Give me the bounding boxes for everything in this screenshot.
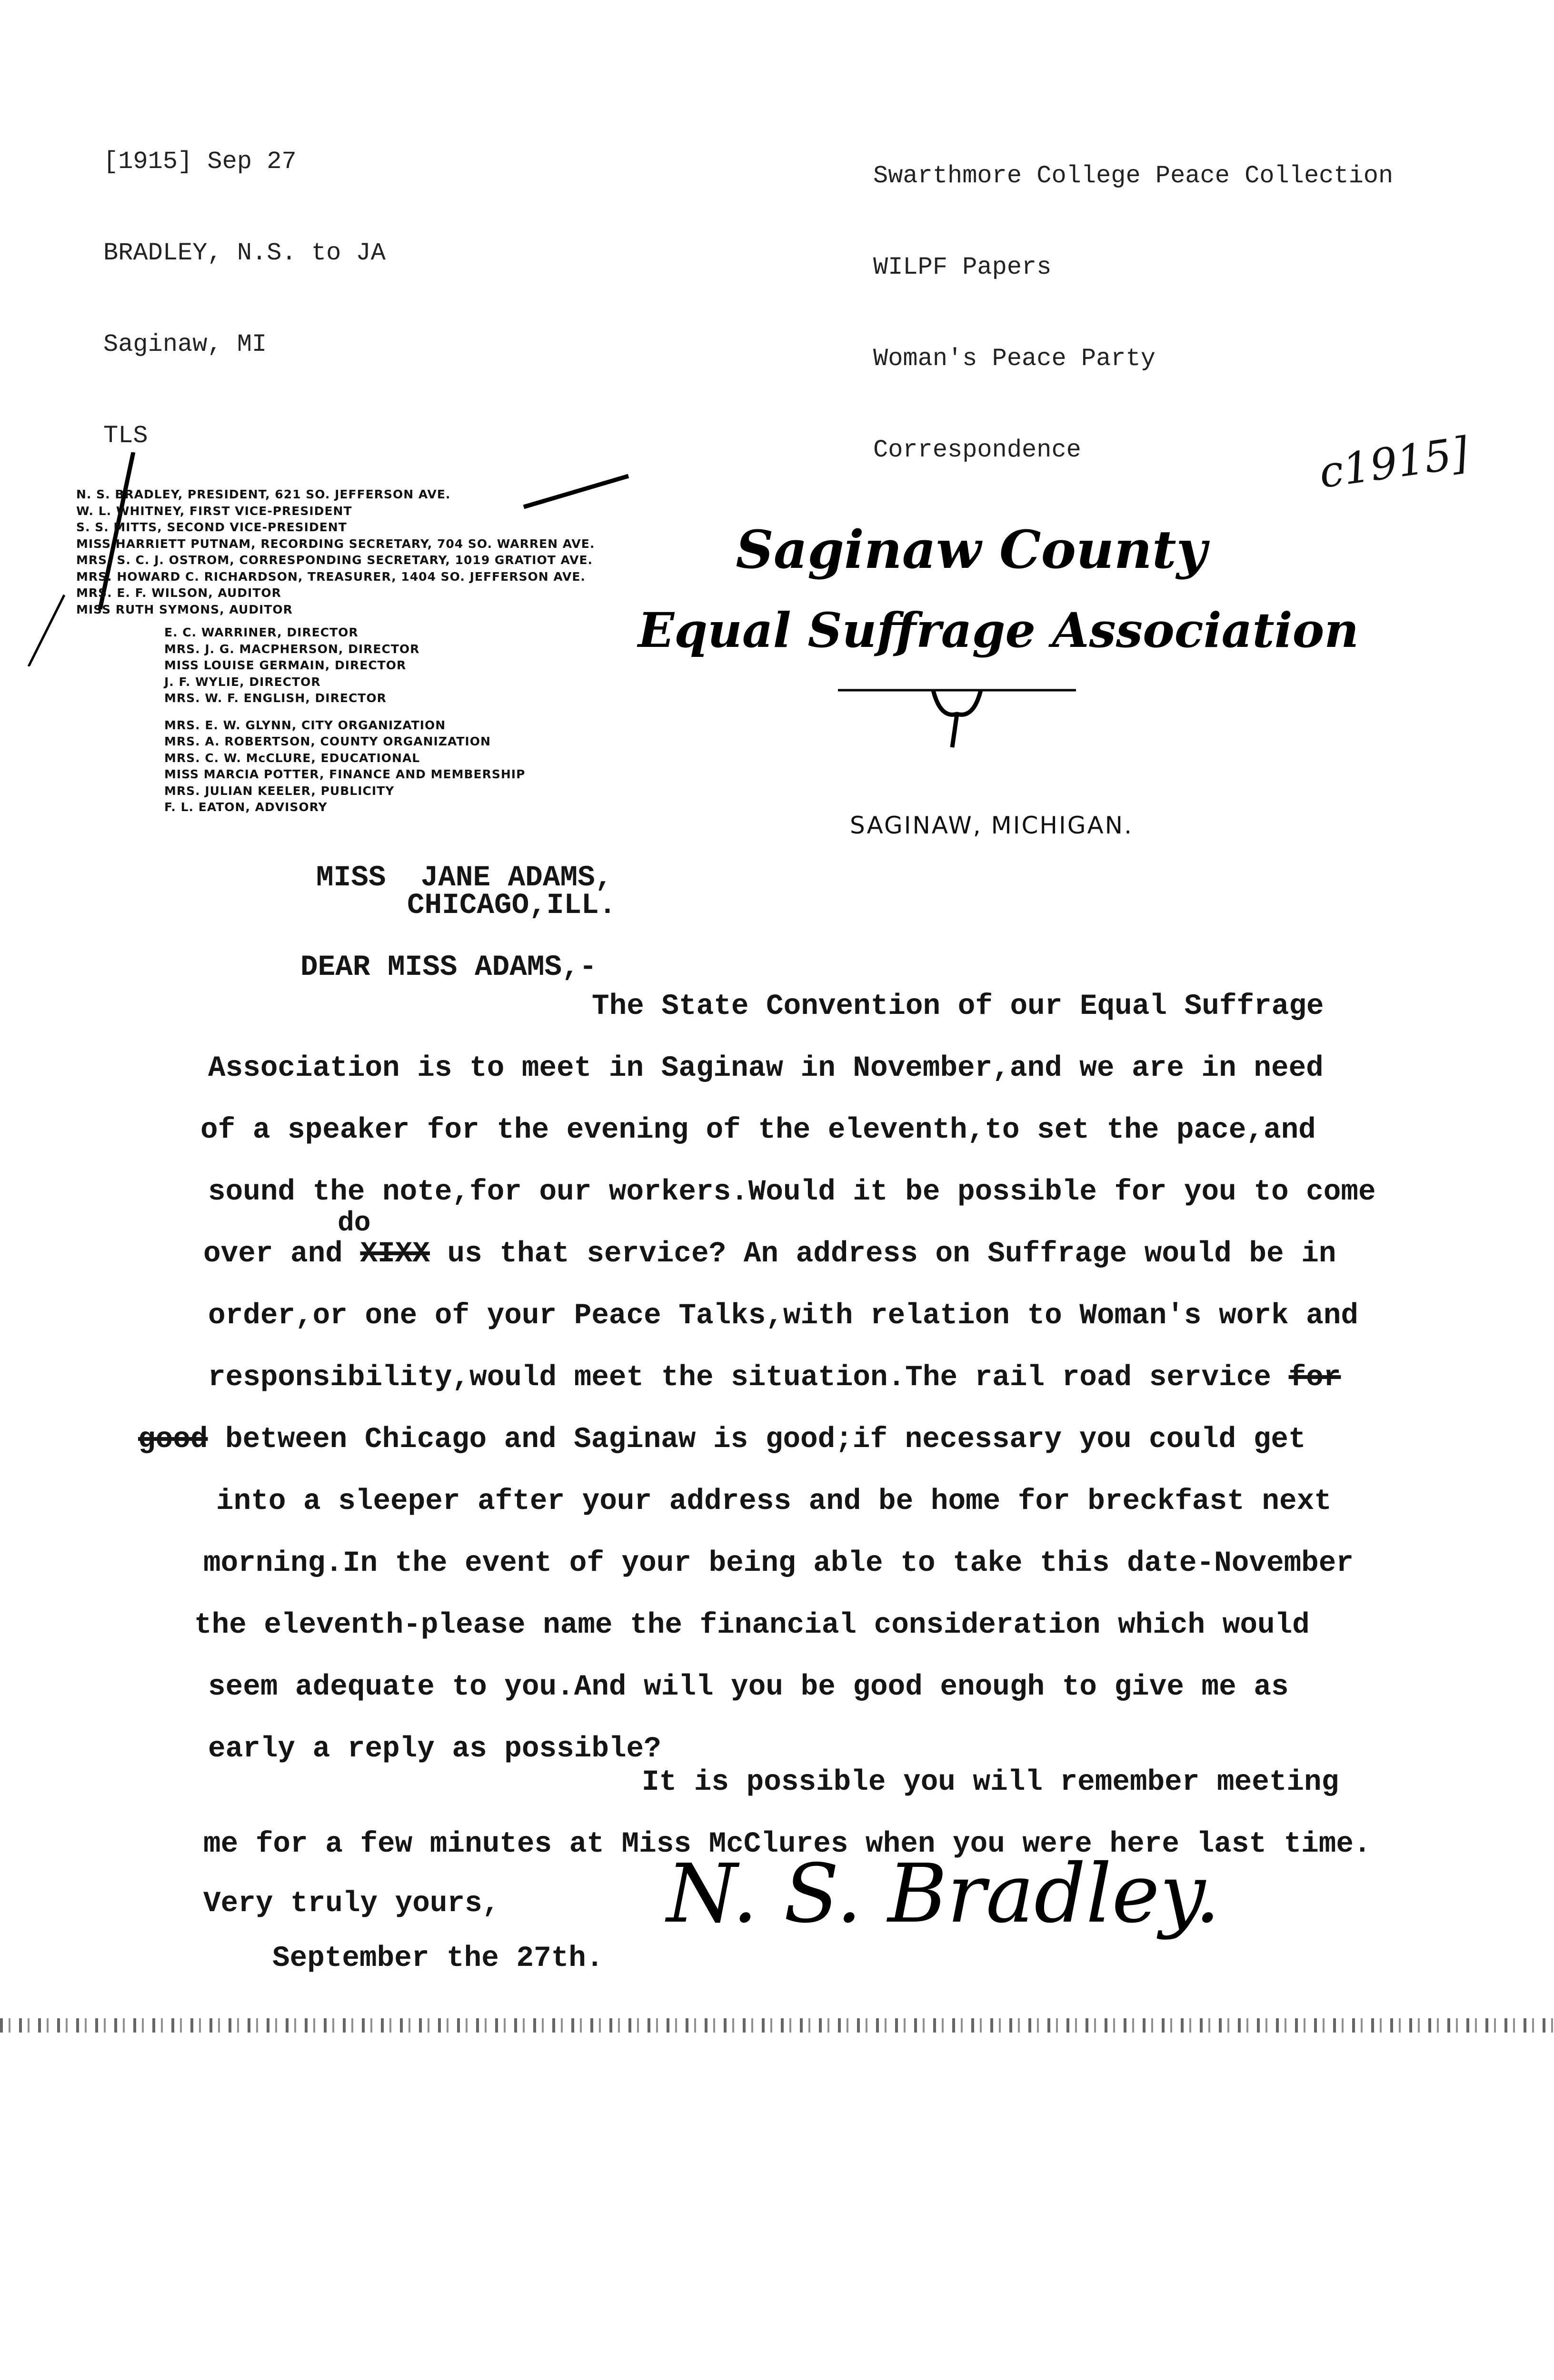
body-line: the eleventh-please name the financial consideration which would [194, 1609, 1310, 1642]
officer: W. L. WHITNEY, FIRST VICE-PRESIDENT [76, 504, 352, 518]
body-line: seem adequate to you.And will you be good enough to give me as [208, 1671, 1289, 1704]
recipient-name: MISS JANE ADAMS, [316, 862, 613, 894]
handwritten-date: c1915] [1316, 427, 1472, 498]
body-line: of a speaker for the evening of the eleventh,to set the pace,and [200, 1114, 1316, 1147]
committee-chair: MRS. C. W. McCLURE, EDUCATIONAL [164, 751, 420, 765]
archive-citation-right [873, 100, 1393, 496]
salutation: DEAR MISS ADAMS,- [300, 951, 597, 984]
director: E. C. WARRINER, DIRECTOR [164, 625, 359, 639]
committee-chair: MRS. E. W. GLYNN, CITY ORGANIZATION [164, 718, 446, 732]
scan-edge [0, 2018, 1554, 2033]
letterhead-title-line2: Equal Suffrage Association [638, 602, 1359, 658]
archive-type: TLS [103, 422, 148, 450]
body-text: us that service? An address on Suffrage would be in [447, 1238, 1336, 1270]
closing: Very truly yours, [203, 1887, 500, 1920]
officer: N. S. BRADLEY, PRESIDENT, 621 SO. JEFFERSON AVE. [76, 487, 451, 501]
archive-citation-left [103, 86, 386, 482]
body-text: between Chicago and Saginaw is good;if necessary you could get [225, 1423, 1306, 1456]
body-line: Association is to meet in Saginaw in November,and we are in need [208, 1052, 1324, 1085]
inserted-word: do [338, 1208, 371, 1239]
body-line [203, 1208, 1336, 1270]
officer: MISS RUTH SYMONS, AUDITOR [76, 602, 293, 616]
ornament-icon [838, 676, 1076, 757]
director-list [164, 625, 525, 816]
body-line [138, 1423, 1306, 1456]
archive-series: WILPF Papers [873, 253, 1052, 281]
body-line: into a sleeper after your address and be home for breckfast next [216, 1485, 1332, 1518]
officer: S. S. MITTS, SECOND VICE-PRESIDENT [76, 520, 347, 534]
signature: N. S. Bradley. [667, 1847, 1221, 1941]
director: MRS. W. F. ENGLISH, DIRECTOR [164, 691, 387, 705]
officer: MISS HARRIETT PUTNAM, RECORDING SECRETARY, 704 SO. WARREN AVE. [76, 536, 595, 551]
archive-collection: Swarthmore College Peace Collection [873, 162, 1394, 190]
committee-chair: MRS. A. ROBERTSON, COUNTY ORGANIZATION [164, 734, 491, 748]
struck-word: good [138, 1423, 208, 1456]
body-line: The State Convention of our Equal Suffrage [592, 990, 1324, 1023]
letterhead-city: SAGINAW, MICHIGAN. [850, 812, 1133, 839]
letterhead-title-line1: Saginaw County [736, 519, 1207, 580]
director: J. F. WYLIE, DIRECTOR [164, 674, 321, 689]
archive-folder: Correspondence [873, 436, 1081, 464]
struck-word: XIXX [360, 1238, 430, 1270]
body-text: responsibility,would meet the situation.The rail road service [208, 1361, 1271, 1394]
body-line: morning.In the event of your being able to take this date-November [203, 1547, 1354, 1580]
body-line: sound the note,for our workers.Would it be possible for you to come [208, 1176, 1376, 1209]
archive-date: [1915] Sep 27 [103, 148, 297, 176]
body-line: early a reply as possible? [208, 1733, 661, 1765]
body-line: order,or one of your Peace Talks,with relation to Woman's work and [208, 1299, 1358, 1332]
officer: MRS. E. F. WILSON, AUDITOR [76, 586, 281, 600]
body-line: me for a few minutes at Miss McClures when you were here last time. [203, 1828, 1371, 1861]
recipient-city: CHICAGO,ILL. [407, 889, 617, 922]
director: MISS LOUISE GERMAIN, DIRECTOR [164, 658, 407, 672]
archive-subseries: Woman's Peace Party [873, 345, 1156, 373]
officer: MRS. HOWARD C. RICHARDSON, TREASURER, 1404 SO. JEFFERSON AVE. [76, 569, 586, 584]
struck-word: for [1288, 1361, 1341, 1394]
body-line [208, 1361, 1341, 1394]
letter-date: September the 27th. [272, 1942, 604, 1975]
officer: MRS. S. C. J. OSTROM, CORRESPONDING SECRETARY, 1019 GRATIOT AVE. [76, 553, 593, 567]
archive-place: Saginaw, MI [103, 330, 267, 358]
body-text: over and [203, 1238, 343, 1270]
committee-chair: MRS. JULIAN KEELER, PUBLICITY [164, 783, 395, 798]
body-line: It is possible you will remember meeting [642, 1766, 1339, 1799]
archive-correspondents: BRADLEY, N.S. to JA [103, 239, 386, 267]
officer-list [76, 486, 595, 618]
director: MRS. J. G. MACPHERSON, DIRECTOR [164, 642, 420, 656]
committee-chair: F. L. EATON, ADVISORY [164, 800, 328, 814]
committee-chair: MISS MARCIA POTTER, FINANCE AND MEMBERSHIP [164, 767, 526, 781]
